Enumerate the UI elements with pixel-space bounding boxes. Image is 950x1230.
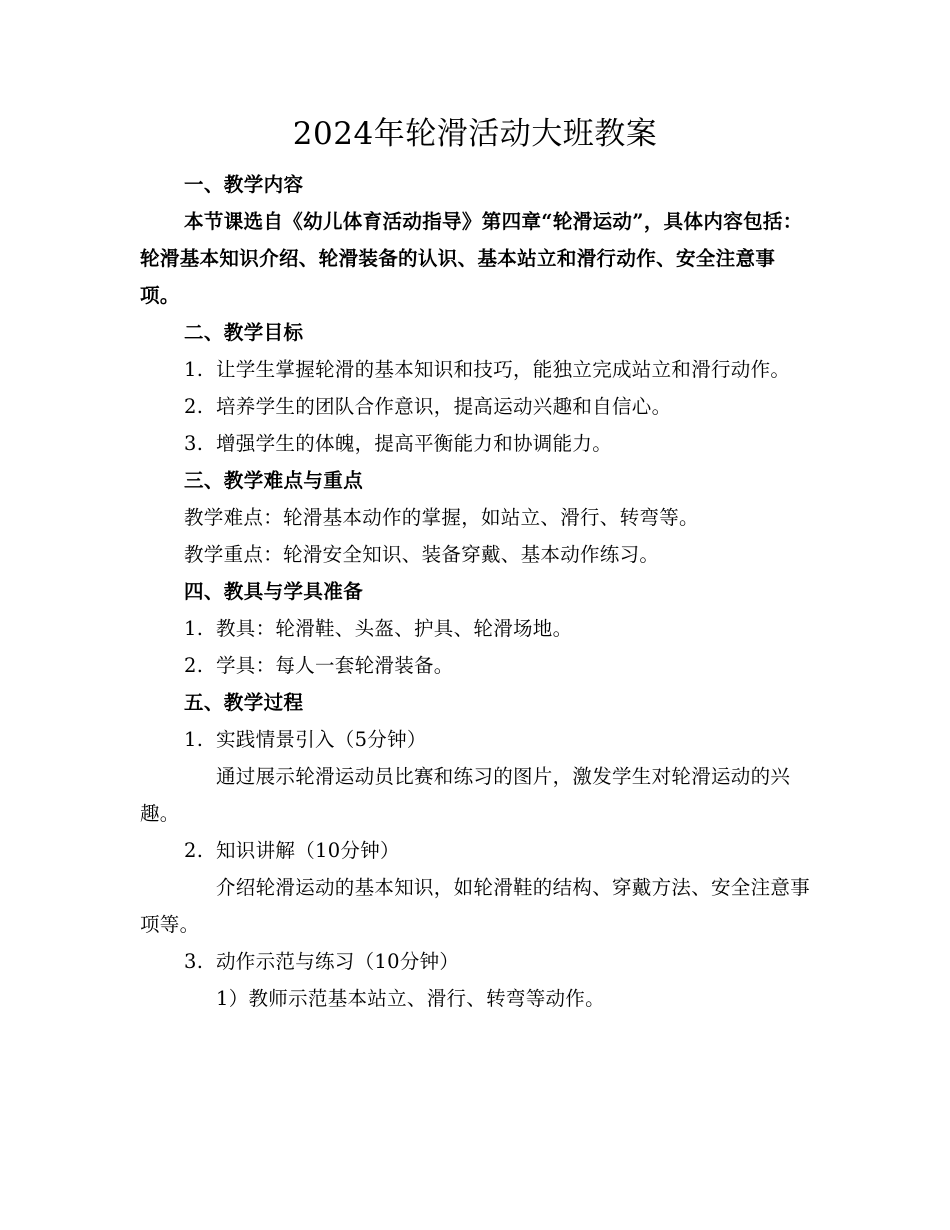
difficulty-line: 教学难点：轮滑基本动作的掌握，如站立、滑行、转弯等。: [184, 506, 699, 529]
list-item-text: 学具：每人一套轮滑装备。: [216, 654, 454, 677]
list-item-text: 让学生掌握轮滑的基本知识和技巧，能独立完成站立和滑行动作。: [216, 358, 791, 381]
list-item-number: 2.: [184, 654, 204, 677]
list-item-number: 1.: [184, 617, 204, 640]
section-heading-teaching-process: 五、教学过程: [184, 691, 304, 714]
section-body-teaching-content: 本节课选自《幼儿体育活动指导》第四章“轮滑运动”，具体内容包括：轮滑基本知识介绍、轮滑装备的认识、基本站立和滑行动作、安全注意事项。: [140, 210, 803, 307]
process-step: [140, 832, 810, 869]
process-step-detail: 介绍轮滑运动的基本知识，如轮滑鞋的结构、穿戴方法、安全注意事项等。: [140, 876, 811, 936]
process-step-number: 2.: [184, 839, 204, 862]
list-item: [140, 425, 810, 462]
list-item-text: 增强学生的体魄，提高平衡能力和协调能力。: [216, 432, 613, 455]
focus-line: 教学重点：轮滑安全知识、装备穿戴、基本动作练习。: [184, 543, 660, 566]
process-step-number: 3.: [184, 950, 204, 973]
list-item-number: 3.: [184, 432, 204, 455]
section-heading-teaching-goals: 二、教学目标: [184, 321, 304, 344]
list-item: [140, 647, 810, 684]
list-item: [140, 610, 810, 647]
list-item-number: 2.: [184, 395, 204, 418]
process-step-title: 动作示范与练习（10分钟）: [216, 950, 460, 973]
process-step-title: 实践情景引入（5分钟）: [216, 728, 427, 751]
process-step-number: 1.: [184, 728, 204, 751]
list-item-number: 1.: [184, 358, 204, 381]
process-step: [140, 943, 810, 980]
process-step: [140, 721, 810, 758]
list-item-text: 教具：轮滑鞋、头盔、护具、轮滑场地。: [216, 617, 573, 640]
document-body: [140, 166, 810, 1017]
document-title: 2024年轮滑活动大班教案: [292, 116, 658, 152]
process-step-detail: 1）教师示范基本站立、滑行、转弯等动作。: [216, 987, 605, 1010]
list-item-text: 培养学生的团队合作意识，提高运动兴趣和自信心。: [216, 395, 672, 418]
process-step-title: 知识讲解（10分钟）: [216, 839, 400, 862]
list-item: [140, 388, 810, 425]
list-item: [140, 351, 810, 388]
section-heading-teaching-content: 一、教学内容: [184, 173, 304, 196]
section-heading-difficulties-and-focus: 三、教学难点与重点: [184, 469, 364, 492]
process-step-detail: 通过展示轮滑运动员比赛和练习的图片，激发学生对轮滑运动的兴趣。: [140, 765, 791, 825]
section-heading-materials: 四、教具与学具准备: [184, 580, 364, 603]
